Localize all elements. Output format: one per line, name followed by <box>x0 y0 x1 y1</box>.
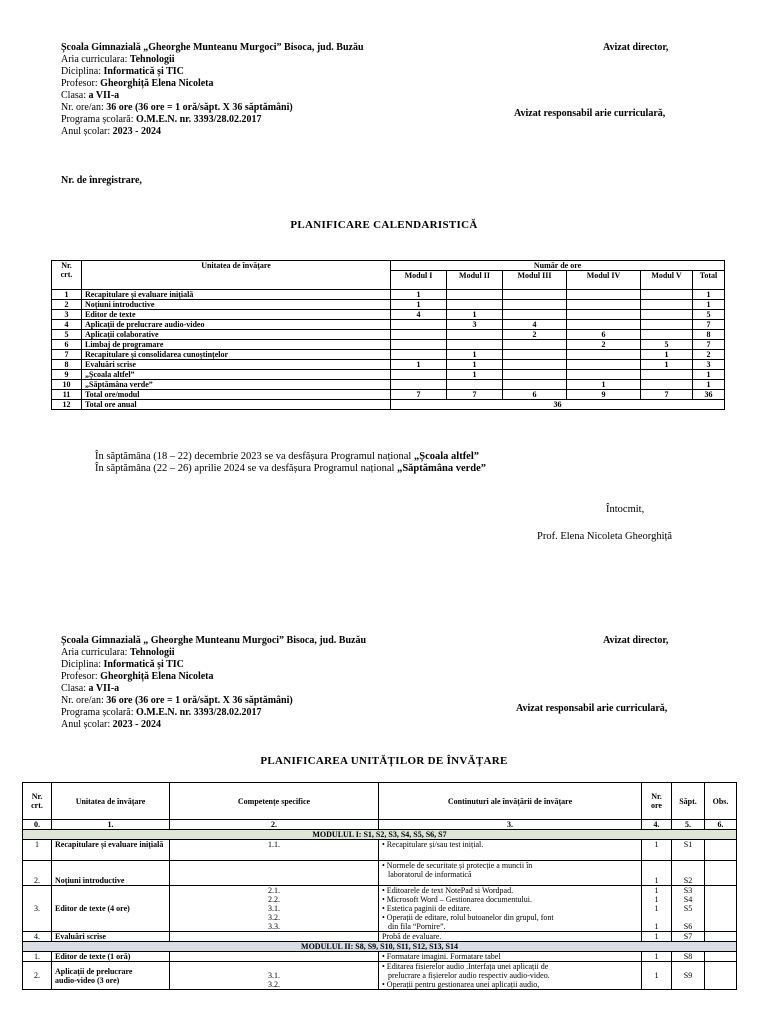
table-cell: „Săptămâna verde” <box>82 380 391 390</box>
table-cell <box>170 962 379 990</box>
table-cell: Editor de texte <box>82 310 391 320</box>
cell-line: 1 <box>654 895 659 904</box>
table-cell <box>567 350 641 360</box>
table-cell: S7 <box>672 932 705 942</box>
col-header-nr: Nr. crt. <box>52 261 82 290</box>
intocmit-label: Întocmit, <box>606 504 645 515</box>
table-cell <box>503 370 567 380</box>
table-cell: 5 <box>693 310 725 320</box>
cell-line: S5 <box>683 904 693 913</box>
table-cell: Recapitulare și evaluare inițială <box>82 290 391 300</box>
table-cell: 1 <box>693 300 725 310</box>
table-cell <box>391 370 447 380</box>
profesor-label: Profesor: <box>61 671 101 682</box>
table-cell: 3. <box>23 886 52 932</box>
table-cell <box>642 886 672 932</box>
table-cell: 1 <box>391 360 447 370</box>
table-cell <box>170 861 379 886</box>
col-header-unitate: Unitatea de învățare <box>52 783 170 820</box>
disciplina-value: Informatică și TIC <box>103 659 184 670</box>
an-scolar-label: Anul școlar: <box>61 719 113 730</box>
cell-line: 2.1. <box>268 886 280 895</box>
table-cell <box>641 320 693 330</box>
table-cell: 1 <box>642 962 672 990</box>
disciplina-label: Diciplina: <box>61 659 104 670</box>
table-cell: „Școala altfel” <box>82 370 391 380</box>
table-cell: 12 <box>52 400 82 410</box>
module-header-1: MODULUL I: S1, S2, S3, S4, S5, S6, S7 <box>23 830 737 840</box>
table-cell <box>379 861 642 886</box>
programa-value: O.M.E.N. nr. 3393/28.02.2017 <box>135 707 262 718</box>
table-cell: 2. <box>23 861 52 886</box>
table-cell: Editor de texte (1 oră) <box>52 952 170 962</box>
cell-line: audio-video (3 ore) <box>55 975 120 985</box>
table-cell: 7 <box>641 390 693 400</box>
table-cell <box>447 330 503 340</box>
note-bold: „Școala altfel” <box>413 451 480 462</box>
cell-line: • Operații pentru gestionarea unei aplicații audio, <box>382 980 540 989</box>
index-cell: 2. <box>170 820 379 830</box>
disciplina-value: Informatică și TIC <box>103 66 184 77</box>
table-cell: S8 <box>672 952 705 962</box>
cell-line: 3.2. <box>268 913 280 922</box>
col-header-sapt: Săpt. <box>672 783 705 820</box>
table-cell <box>379 886 642 932</box>
table-cell: 1 <box>642 840 672 861</box>
table-cell <box>391 350 447 360</box>
table-cell <box>672 886 705 932</box>
table-cell: 1 <box>23 840 52 861</box>
cell-line: S4 <box>683 895 693 904</box>
clasa-label: Clasa: <box>61 683 89 694</box>
table-cell: S1 <box>672 840 705 861</box>
profesor-value: Gheorghiță Elena Nicoleta <box>100 671 214 682</box>
col-header-modul: Modul V <box>641 271 693 290</box>
note-saptamana-verde <box>95 463 486 475</box>
table-cell: 2. <box>23 962 52 990</box>
aria-value: Tehnologii <box>129 647 175 658</box>
table-cell <box>705 952 737 962</box>
cell-line: 3.2. <box>268 980 280 989</box>
table-cell <box>447 340 503 350</box>
note-text: În săptămâna (22 – 26) aprilie 2024 se va desfășura Programul național <box>95 463 398 474</box>
table-cell: Editor de texte (4 ore) <box>52 886 170 932</box>
cell-line: • Microsoft Word – Gestionarea documentului. <box>382 895 532 904</box>
header-block-2 <box>61 635 701 731</box>
table-cell: 1 <box>567 380 641 390</box>
index-cell: 1. <box>52 820 170 830</box>
table-cell: 1 <box>447 360 503 370</box>
table-cell <box>641 290 693 300</box>
table-cell <box>641 330 693 340</box>
table-cell: 36 <box>391 400 725 410</box>
cell-line <box>645 913 668 922</box>
signature-name: Prof. Elena Nicoleta Gheorghiță <box>537 531 673 542</box>
col-header-unitate: Unitatea de învățare <box>82 261 391 290</box>
col-header-modul: Modul II <box>447 271 503 290</box>
table-cell <box>567 360 641 370</box>
table-cell: 1 <box>447 350 503 360</box>
cell-line: • Editarea fisierelor audio .Interfața unei aplicații de <box>382 962 549 971</box>
header-block-1 <box>61 42 701 138</box>
cell-line: laboratorul de informatică <box>388 870 472 879</box>
table-cell: Total ore/modul <box>82 390 391 400</box>
table-cell: • Recapitulare și/sau test inițial. <box>379 840 642 861</box>
school-name: Școala Gimnazială „Gheorghe Munteanu Murgoci” Bisoca, jud. Buzău <box>61 42 364 53</box>
table-row <box>52 320 725 330</box>
table-row <box>52 290 725 300</box>
table-cell: 5 <box>641 340 693 350</box>
index-cell: 0. <box>23 820 52 830</box>
table-cell: 1 <box>642 952 672 962</box>
disciplina-label: Diciplina: <box>61 66 104 77</box>
table-cell: Recapitulare și consolidarea cunoștințelor <box>82 350 391 360</box>
table-cell: 1.1. <box>170 840 379 861</box>
table-cell: 4 <box>52 320 82 330</box>
table-cell: 1 <box>693 290 725 300</box>
cell-line: prelucrare a fișierelor audio respectiv audio-video. <box>388 971 550 980</box>
table-cell <box>641 300 693 310</box>
cell-line: • Estetica paginii de editare. <box>382 904 472 913</box>
clasa-value: a VII-a <box>88 90 120 101</box>
table-cell <box>705 932 737 942</box>
table-cell: S9 <box>672 962 705 990</box>
table-row <box>52 340 725 350</box>
table-row <box>52 360 725 370</box>
cell-line: • Operații de editare, rolul butoanelor din grupul, font <box>382 913 554 922</box>
table-cell: 36 <box>693 390 725 400</box>
col-header-modul: Modul IV <box>567 271 641 290</box>
table-cell: 1 <box>391 290 447 300</box>
table-cell: 8 <box>52 360 82 370</box>
table-cell: 8 <box>693 330 725 340</box>
unitati-table <box>22 782 737 990</box>
table-cell: 4 <box>503 320 567 330</box>
index-cell: 5. <box>672 820 705 830</box>
an-scolar-value: 2023 - 2024 <box>112 126 161 137</box>
table-cell: Limbaj de programare <box>82 340 391 350</box>
table-cell: 1 <box>693 370 725 380</box>
table-cell <box>641 370 693 380</box>
programa-value: O.M.E.N. nr. 3393/28.02.2017 <box>135 114 262 125</box>
table-cell: 3 <box>447 320 503 330</box>
table-cell: 1 <box>447 310 503 320</box>
index-cell: 6. <box>705 820 737 830</box>
table-row <box>52 390 725 400</box>
cell-line: 3.1. <box>268 971 280 980</box>
table-cell: 10 <box>52 380 82 390</box>
table-cell <box>567 310 641 320</box>
table-cell <box>567 370 641 380</box>
cell-line: S3 <box>683 886 693 895</box>
table-cell <box>52 962 170 990</box>
page-title-planificare: PLANIFICARE CALENDARISTICĂ <box>290 219 478 231</box>
table-cell <box>503 290 567 300</box>
table-cell <box>391 330 447 340</box>
cell-line: 3.1. <box>268 904 280 913</box>
table-cell <box>391 380 447 390</box>
cell-line <box>675 913 701 922</box>
table-cell: 5 <box>52 330 82 340</box>
table-cell: 1. <box>23 952 52 962</box>
table-cell <box>503 380 567 390</box>
table-cell <box>503 360 567 370</box>
aria-label: Aria curriculara: <box>61 647 130 658</box>
avizat-director: Avizat director, <box>603 42 669 53</box>
table-cell <box>705 886 737 932</box>
table-cell: Aplicații colaborative <box>82 330 391 340</box>
table-cell: 11 <box>52 390 82 400</box>
cell-line: • Normele de securitate și protecție a muncii în <box>382 861 533 870</box>
table-cell <box>705 861 737 886</box>
table-cell <box>641 310 693 320</box>
table-cell: 1 <box>447 370 503 380</box>
cell-line: 3.3. <box>268 922 280 931</box>
table-cell: 1 <box>642 861 672 886</box>
table-cell: 1 <box>641 350 693 360</box>
table-cell <box>170 952 379 962</box>
ore-label: Nr. ore/an: <box>61 102 107 113</box>
table-row <box>52 380 725 390</box>
planificare-table-body <box>52 290 725 400</box>
table-cell: Evaluări scrise <box>82 360 391 370</box>
programa-label: Programa școlară: <box>61 114 136 125</box>
table-cell <box>705 840 737 861</box>
table-cell: Evaluări scrise <box>52 932 170 942</box>
avizat-responsabil: Avizat responsabil arie curriculară, <box>514 108 666 119</box>
cell-line: S6 <box>683 922 693 931</box>
col-header-nr: Nr. crt. <box>23 783 52 820</box>
table-cell: 1 <box>693 380 725 390</box>
table-cell: 1 <box>391 300 447 310</box>
cell-line: 1 <box>654 904 659 913</box>
table-cell: 7 <box>447 390 503 400</box>
cell-line: 2.2. <box>268 895 280 904</box>
school-name: Școala Gimnazială „ Gheorghe Munteanu Murgoci” Bisoca, jud. Buzău <box>61 635 367 646</box>
avizat-director: Avizat director, <box>603 635 669 646</box>
table-cell <box>567 300 641 310</box>
module-header-2: MODULUL II: S8, S9, S10, S11, S12, S13, S14 <box>23 942 737 952</box>
col-header-modul: Modul III <box>503 271 567 290</box>
cell-line: 1 <box>654 886 659 895</box>
profesor-value: Gheorghiță Elena Nicoleta <box>100 78 214 89</box>
table-row <box>52 300 725 310</box>
col-header-total: Total <box>693 271 725 290</box>
aria-value: Tehnologii <box>129 54 175 65</box>
table-cell: • Formatare imagini. Formatare tabel <box>379 952 642 962</box>
aria-label: Aria curriculara: <box>61 54 130 65</box>
table-cell: 2 <box>52 300 82 310</box>
table-cell <box>379 962 642 990</box>
ore-value: 36 ore (36 ore = 1 oră/săpt. X 36 săptămâni) <box>106 102 293 113</box>
table-cell: Total ore anual <box>82 400 391 410</box>
table-cell <box>447 290 503 300</box>
table-cell: 7 <box>391 390 447 400</box>
table-row <box>52 310 725 320</box>
table-cell: Noțiuni introductive <box>82 300 391 310</box>
table-cell: 6 <box>52 340 82 350</box>
table-cell: 2 <box>693 350 725 360</box>
table-row <box>52 330 725 340</box>
table-cell: 4 <box>391 310 447 320</box>
table-cell <box>567 290 641 300</box>
table-cell: Probă de evaluare. <box>379 932 642 942</box>
table-cell: 1 <box>642 932 672 942</box>
table-cell: 3 <box>52 310 82 320</box>
table-cell <box>170 932 379 942</box>
table-cell <box>503 310 567 320</box>
programa-label: Programa școlară: <box>61 707 136 718</box>
table-cell <box>447 380 503 390</box>
table-cell: S2 <box>672 861 705 886</box>
table-row <box>52 370 725 380</box>
clasa-label: Clasa: <box>61 90 89 101</box>
table-cell <box>705 962 737 990</box>
table-cell: Aplicații de prelucrare audio-video <box>82 320 391 330</box>
table-cell: 3 <box>693 360 725 370</box>
ore-label: Nr. ore/an: <box>61 695 107 706</box>
clasa-value: a VII-a <box>88 683 120 694</box>
table-cell: Noțiuni introductive <box>52 861 170 886</box>
table-cell: 6 <box>503 390 567 400</box>
avizat-responsabil: Avizat responsabil arie curriculară, <box>516 703 668 714</box>
table-cell: 2 <box>567 340 641 350</box>
table-cell: 7 <box>52 350 82 360</box>
note-bold: „Săptămâna verde” <box>397 463 487 474</box>
table-cell: 2 <box>503 330 567 340</box>
table-cell: 4. <box>23 932 52 942</box>
cell-line: din fila “Pornire”. <box>388 922 446 931</box>
table-cell: 6 <box>567 330 641 340</box>
an-scolar-value: 2023 - 2024 <box>112 719 161 730</box>
table-cell: 9 <box>567 390 641 400</box>
col-header-obs: Obs. <box>705 783 737 820</box>
table-cell: 1 <box>641 360 693 370</box>
table-cell <box>503 300 567 310</box>
table-cell: Recapitulare și evaluare inițială <box>52 840 170 861</box>
table-cell <box>503 340 567 350</box>
col-header-ore: Nr. ore <box>642 783 672 820</box>
table-cell: 1 <box>52 290 82 300</box>
table-cell <box>567 320 641 330</box>
col-header-modul: Modul I <box>391 271 447 290</box>
col-header-competente: Competențe specifice <box>170 783 379 820</box>
nr-inregistrare: Nr. de înregistrare, <box>61 175 142 186</box>
cell-line: Aplicații de prelucrare <box>55 966 133 976</box>
table-cell: 7 <box>693 340 725 350</box>
table-cell <box>503 350 567 360</box>
table-cell <box>170 886 379 932</box>
cell-line: 1 <box>654 922 659 931</box>
planificare-table <box>51 260 725 410</box>
table-cell <box>447 300 503 310</box>
table-cell <box>391 340 447 350</box>
an-scolar-label: Anul școlar: <box>61 126 113 137</box>
note-scoala-altfel <box>95 451 479 463</box>
table-cell <box>641 380 693 390</box>
profesor-label: Profesor: <box>61 78 101 89</box>
table-cell: 9 <box>52 370 82 380</box>
cell-line: • Editoarele de text NotePad si Wordpad. <box>382 886 514 895</box>
index-cell: 3. <box>379 820 642 830</box>
page-title-unitati: PLANIFICAREA UNITĂȚILOR DE ÎNVĂȚARE <box>260 755 508 767</box>
note-text: În săptămâna (18 – 22) decembrie 2023 se va desfășura Programul național <box>95 451 414 462</box>
index-cell: 4. <box>642 820 672 830</box>
table-row <box>52 350 725 360</box>
ore-value: 36 ore (36 ore = 1 oră/săpt. X 36 săptămâni) <box>106 695 293 706</box>
table-cell <box>391 320 447 330</box>
col-header-numar-ore: Număr de ore <box>391 261 725 271</box>
table-cell: 7 <box>693 320 725 330</box>
col-header-continuturi: Continuturi ale învățării de învățare <box>379 783 642 820</box>
